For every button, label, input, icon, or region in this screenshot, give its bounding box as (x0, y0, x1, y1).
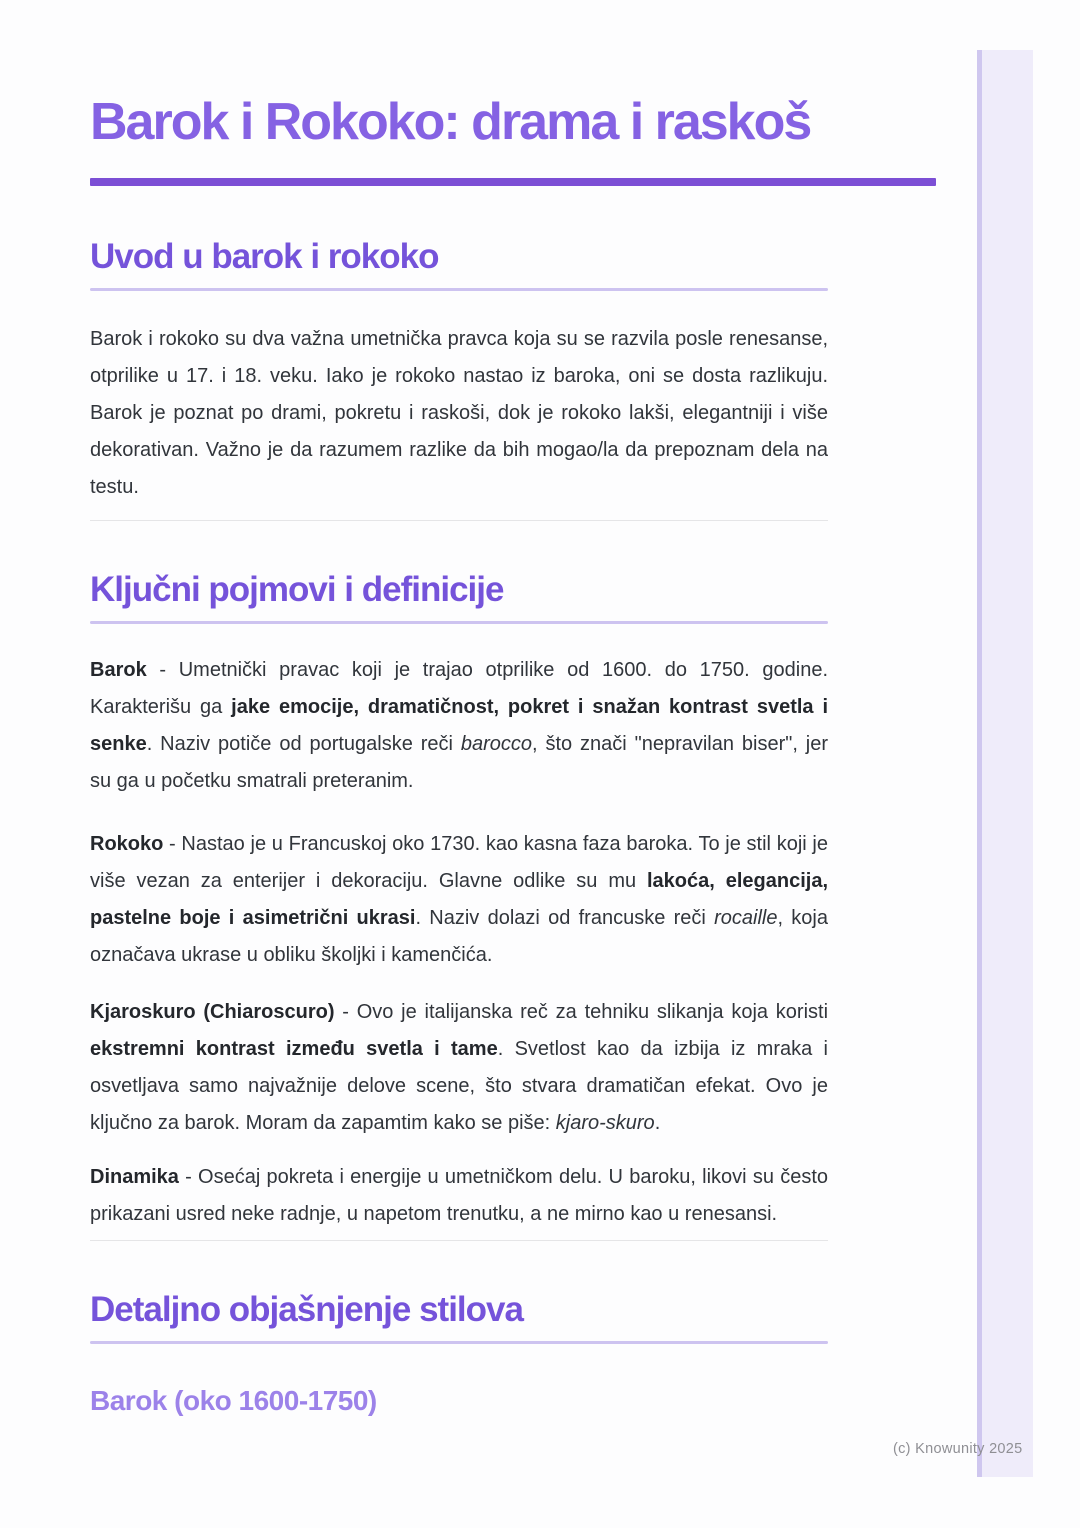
footer-credit: (c) Knowunity 2025 (893, 1441, 1023, 1457)
section-heading-detailed-styles: Detaljno objašnjenje stilova (90, 1290, 523, 1329)
section-divider (90, 1240, 828, 1241)
section-divider (90, 520, 828, 521)
heading-underline-rule (90, 288, 828, 291)
title-underline-rule (90, 178, 936, 186)
document-content (90, 0, 828, 1418)
heading-underline-rule (90, 1341, 828, 1344)
definition-paragraph-rokoko: Rokoko - Nastao je u Francuskoj oko 1730. kao kasna faza baroka. To je stil koji je više vezan za enterijer i dekoraciju. Glavne odlike su mu lakoća, elegancija, pastelne boje i asimetrični ukrasi. Naziv dolazi od francuske reči rocaille, koja označava ukrase u obliku školjki i kamenčića. (90, 833, 828, 966)
page-title: Barok i Rokoko: drama i raskoš (90, 93, 811, 151)
section-heading-intro: Uvod u barok i rokoko (90, 237, 439, 276)
subsection-heading-barok-period: Barok (oko 1600-1750) (90, 1385, 377, 1416)
section-heading-key-terms: Ključni pojmovi i definicije (90, 570, 504, 609)
intro-paragraph: Barok i rokoko su dva važna umetnička pravca koja su se razvila posle renesanse, otprilike u 17. i 18. veku. Iako je rokoko nastao iz baroka, oni se dosta razlikuju. Barok je poznat po drami, pokretu i raskoši, dok je rokoko lakši, elegantniji i više dekorativan. Važno je da razumem razlike da bih mogao/la da prepoznam dela na testu. (90, 328, 828, 498)
definition-paragraph-barok: Barok - Umetnički pravac koji je trajao otprilike od 1600. do 1750. godine. Karakterišu ga jake emocije, dramatičnost, pokret i snažan kontrast svetla i senke. Naziv potiče od portugalske reči barocco, što znači "nepravilan biser", jer su ga u početku smatrali preteranim. (90, 659, 828, 792)
side-stripe-decoration (977, 50, 1033, 1477)
definition-paragraph-kjaroskuro: Kjaroskuro (Chiaroscuro) - Ovo je italijanska reč za tehniku slikanja koja koristi ekstremni kontrast između svetla i tame. Svetlost kao da izbija iz mraka i osvetljava samo najvažnije delove scene, što stvara dramatičan efekat. Ovo je ključno za barok. Moram da zapamtim kako se piše: kjaro-skuro. (90, 1001, 829, 1134)
definition-paragraph-dinamika: Dinamika - Osećaj pokreta i energije u umetničkom delu. U baroku, likovi su često prikazani usred neke radnje, u napetom trenutku, a ne mirno kao u renesansi. (90, 1166, 828, 1225)
heading-underline-rule (90, 621, 828, 624)
